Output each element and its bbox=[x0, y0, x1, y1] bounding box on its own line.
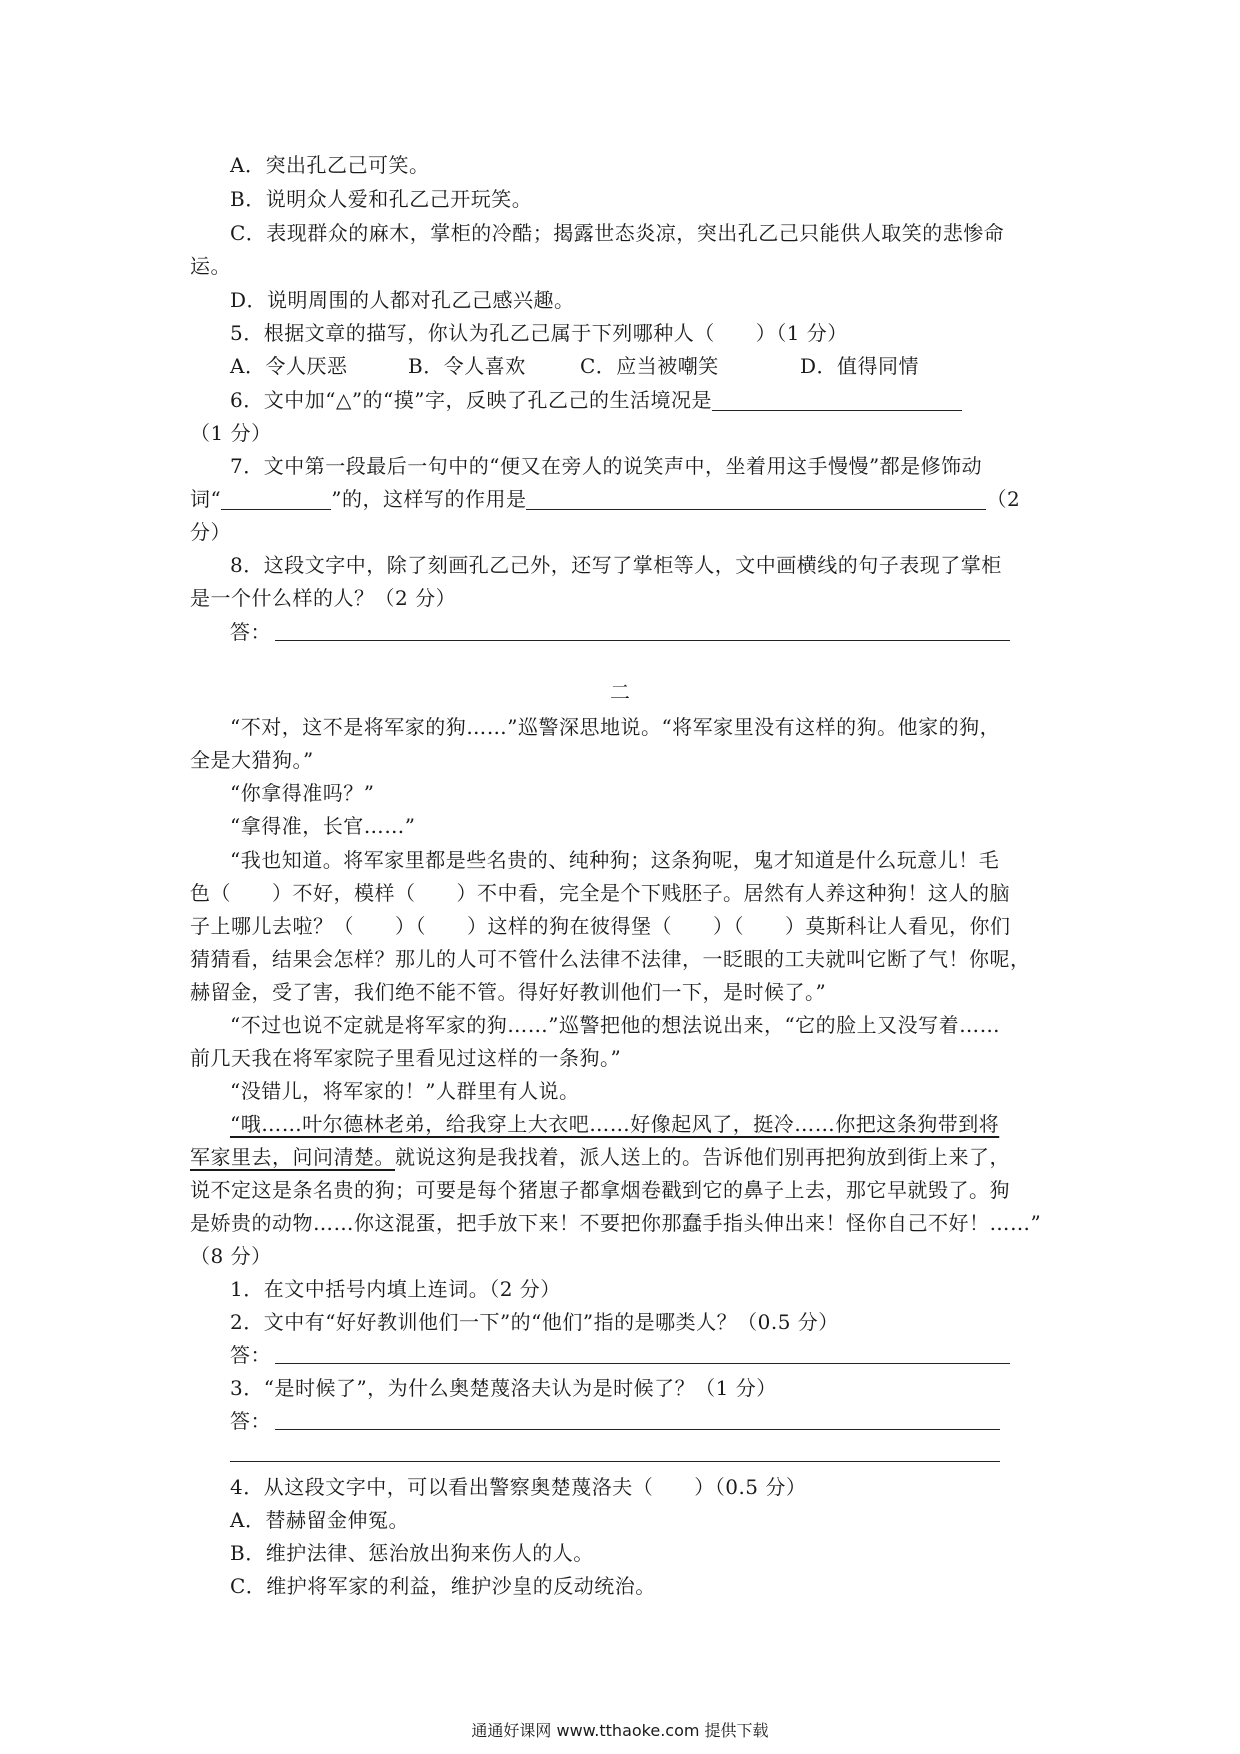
question-8-line1: 8．这段文字中，除了刻画孔乙己外，还写了掌柜等人，文中画横线的句子表现了掌柜 bbox=[230, 553, 1002, 577]
q6-text: 6．文中加“△”的“摸”字，反映了孔乙己的生活境况是 bbox=[230, 388, 713, 412]
para4-line5: 赫留金，受了害，我们绝不能不管。得好好教训他们一下，是时候了。” bbox=[190, 980, 827, 1004]
p2-q2-answer-line[interactable] bbox=[275, 1363, 1010, 1364]
p2-q3-answer-line-1[interactable] bbox=[275, 1429, 1000, 1430]
para7-line3: 说不定这是条名贵的狗；可要是每个猪崽子都拿烟卷戳到它的鼻子上去，那它早就毁了。狗 bbox=[190, 1178, 1010, 1202]
question-8-line2: 是一个什么样的人？（2 分） bbox=[190, 586, 457, 610]
question-7-line1: 7．文中第一段最后一句中的“便又在旁人的说笑声中，坐着用这手慢慢”都是修饰动 bbox=[230, 454, 983, 478]
p2-question-4: 4．从这段文字中，可以看出警察奥楚蔑洛夫（ ）（0.5 分） bbox=[230, 1475, 807, 1499]
section-title: 二 bbox=[610, 680, 630, 704]
para4-line1: “我也知道。将军家里都是些名贵的、纯种狗；这条狗呢，鬼才知道是什么玩意儿！毛 bbox=[230, 848, 1000, 872]
p2-q3-answer-line-2[interactable] bbox=[230, 1461, 1000, 1462]
option-d: D．说明周围的人都对孔乙己感兴趣。 bbox=[230, 288, 575, 312]
para7-line2 bbox=[190, 1143, 1010, 1171]
q6-score: （1 分） bbox=[190, 421, 272, 445]
para7-line1-underlined: “哦……叶尔德林老弟，给我穿上大衣吧……好像起风了，挺冷……你把这条狗带到将 bbox=[230, 1112, 1000, 1136]
para7-line4: 是娇贵的动物……你这混蛋，把手放下来！不要把你那蠢手指头伸出来！怪你自己不好！……” bbox=[190, 1211, 1042, 1235]
para4-line4: 猜猜看，结果会怎样？那儿的人可不管什么法律不法律，一眨眼的工夫就叫它断了气！你呢， bbox=[190, 947, 1031, 971]
q7-verb-blank[interactable] bbox=[221, 489, 331, 510]
para4-line3: 子上哪儿去啦？（ ）（ ）这样的狗在彼得堡（ ）（ ）莫斯科让人看见，你们 bbox=[190, 914, 1011, 938]
para1-line2: 全是大猎狗。” bbox=[190, 748, 314, 772]
para5-line2: 前几天我在将军家院子里看见过这样的一条狗。” bbox=[190, 1046, 622, 1070]
para2: “你拿得准吗？” bbox=[230, 781, 375, 805]
q5-option-b: B．令人喜欢 bbox=[408, 354, 526, 378]
q7-effect-blank[interactable] bbox=[526, 489, 986, 510]
q7-score-start: （2 bbox=[986, 487, 1021, 511]
option-c-line2: 运。 bbox=[190, 254, 231, 278]
para5-line1: “不过也说不定就是将军家的狗……”巡警把他的想法说出来，“它的脸上又没写着…… bbox=[230, 1013, 1001, 1037]
para3: “拿得准，长官……” bbox=[230, 814, 416, 838]
q5-option-d: D．值得同情 bbox=[800, 354, 920, 378]
q6-answer-blank[interactable] bbox=[712, 390, 962, 411]
question-5: 5．根据文章的描写，你认为孔乙己属于下列哪种人（ ）（1 分） bbox=[230, 321, 848, 345]
p2-q4-option-c: C．维护将军家的利益，维护沙皇的反动统治。 bbox=[230, 1574, 656, 1598]
q5-option-c: C．应当被嘲笑 bbox=[580, 354, 719, 378]
p2-question-2: 2．文中有“好好教训他们一下”的“他们”指的是哪类人？（0.5 分） bbox=[230, 1310, 839, 1334]
p2-q4-option-a: A．替赫留金伸冤。 bbox=[230, 1508, 409, 1532]
question-6 bbox=[230, 386, 962, 414]
p2-q2-answer-label: 答： bbox=[230, 1343, 271, 1367]
question-7-line3: 分） bbox=[190, 520, 231, 544]
q7-prefix: 词“ bbox=[190, 487, 222, 511]
q8-answer-line[interactable] bbox=[275, 640, 1010, 641]
q7-middle: ”的，这样写的作用是 bbox=[331, 487, 527, 511]
para7-rest: 就说这狗是我找着，派人送上的。告诉他们别再把狗放到街上来了， bbox=[395, 1145, 1010, 1169]
p2-q3-answer-label: 答： bbox=[230, 1409, 271, 1433]
option-b: B．说明众人爱和孔乙己开玩笑。 bbox=[230, 187, 533, 211]
q5-option-a: A．令人厌恶 bbox=[230, 354, 348, 378]
p2-question-3: 3．“是时候了”，为什么奥楚蔑洛夫认为是时候了？（1 分） bbox=[230, 1376, 777, 1400]
para1-line1: “不对，这不是将军家的狗……”巡警深思地说。“将军家里没有这样的狗。他家的狗， bbox=[230, 715, 1001, 739]
para6: “没错儿，将军家的！”人群里有人说。 bbox=[230, 1079, 580, 1103]
page-footer: 通通好课网 www.tthaoke.com 提供下载 bbox=[471, 1721, 769, 1740]
p2-q4-option-b: B．维护法律、惩治放出狗来伤人的人。 bbox=[230, 1541, 594, 1565]
q8-answer-label: 答： bbox=[230, 620, 271, 644]
p2-question-1: 1．在文中括号内填上连词。（2 分） bbox=[230, 1277, 561, 1301]
option-c-line1: C．表现群众的麻木，掌柜的冷酷；揭露世态炎凉，突出孔乙己只能供人取笑的悲惨命 bbox=[230, 221, 1005, 245]
question-7-line2 bbox=[190, 485, 1020, 513]
option-a: A．突出孔乙己可笑。 bbox=[230, 153, 430, 177]
passage-score: （8 分） bbox=[190, 1244, 272, 1268]
para4-line2: 色（ ）不好，模样（ ）不中看，完全是个下贱胚子。居然有人养这种狗！这人的脑 bbox=[190, 881, 1010, 905]
para7-underlined-part: 军家里去，问问清楚。 bbox=[190, 1145, 395, 1169]
